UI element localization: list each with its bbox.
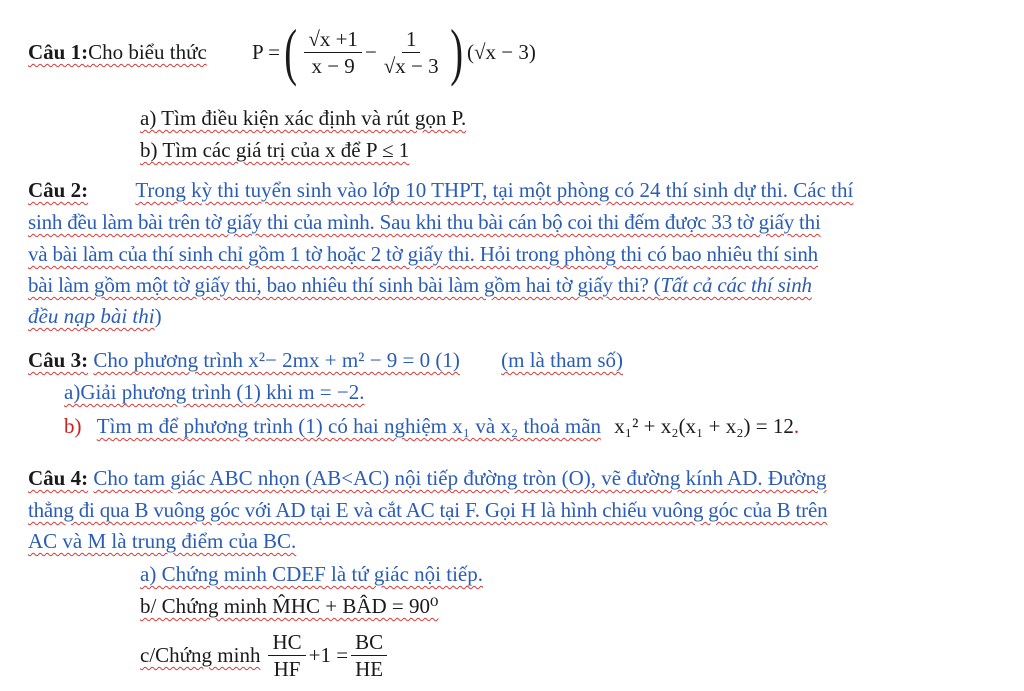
q4-c <box>140 624 390 686</box>
q3-line-1 <box>28 346 623 374</box>
q4-line-1 <box>28 464 827 492</box>
q4-c-frac1-num: HC <box>268 629 305 656</box>
q4-label: Câu 4: <box>28 466 89 490</box>
q3-b <box>64 412 799 440</box>
q3-b-text: Tìm m để phương trình (1) có hai nghiệm x₁ và x₂ thoả mãn <box>96 414 602 438</box>
q4-line-3 <box>28 527 296 555</box>
q4-c-frac1-den: HF <box>273 656 301 681</box>
q3-a <box>64 378 364 406</box>
q2-line-2 <box>28 208 821 236</box>
q1-intro: Cho biểu thức <box>88 40 207 64</box>
q1-b <box>140 136 409 164</box>
q1-factor: (√x − 3) <box>466 40 536 64</box>
q4-text-1: Cho tam giác ABC nhọn (AB<AC) nội tiếp đường tròn (O), vẽ đường kính AD. Đường <box>93 466 827 490</box>
q4-c-frac2-den: HE <box>355 656 384 681</box>
q4-a <box>140 560 483 588</box>
q4-line-2 <box>28 496 827 524</box>
q4-a-text: a) Chứng minh CDEF là tứ giác nội tiếp. <box>140 562 483 586</box>
q1-a <box>140 104 466 132</box>
q3-a-text: a)Giải phương trình (1) khi m = −2. <box>64 380 365 404</box>
q2-text-4: bài làm gồm một tờ giấy thi, bao nhiêu thí sinh bài làm gồm hai tờ giấy thi? ( <box>28 273 661 297</box>
q1-frac1 <box>304 26 362 79</box>
q1-frac1-num: √x +1 <box>304 26 362 53</box>
q2-line-4 <box>28 271 812 299</box>
q1-frac2-den: √x − 3 <box>383 53 439 78</box>
q2-label: Câu 2: <box>28 178 89 202</box>
q2-close: ) <box>154 304 162 328</box>
q4-c-frac2 <box>351 629 387 682</box>
q4-b-text: b/ Chứng minh M̂HC + BÂD = 90⁰ <box>140 594 439 618</box>
q4-c-frac2-num: BC <box>351 629 387 656</box>
q2-italic-2: đều nạp bài thi <box>28 304 155 328</box>
q1-a-text: a) Tìm điều kiện xác định và rút gọn P. <box>140 106 467 130</box>
q3-b-formula: x₁² + x₂(x₁ + x₂) = 12 <box>614 414 794 438</box>
q4-b <box>140 592 438 620</box>
q2-line-1 <box>28 176 853 204</box>
q4-text-2: thẳng đi qua B vuông góc với AD tại E và cắt AC tại F. Gọi H là hình chiếu vuông góc của B trên <box>28 498 828 522</box>
q3-b-label: b) <box>64 414 82 438</box>
q1-b-text: b) Tìm các giá trị của x để P ≤ 1 <box>140 138 410 162</box>
open-paren: ( <box>284 16 298 87</box>
q2-text-3: và bài làm của thí sinh chỉ gồm 1 tờ hoặc 2 tờ giấy thi. Hỏi trong phòng thi có bao nhiêu thí sinh <box>28 242 818 266</box>
q2-text-1: Trong kỳ thi tuyển sinh vào lớp 10 THPT, tại một phòng có 24 thí sinh dự thi. Các thí <box>135 178 854 202</box>
q3-label: Câu 3: <box>28 348 89 372</box>
q4-c-prefix: c/Chứng minh <box>140 643 261 667</box>
q3-intro: Cho phương trình x²− 2mx + m² − 9 = 0 (1) <box>93 348 460 372</box>
q2-text-2: sinh đều làm bài trên tờ giấy thi của mình. Sau khi thu bài cán bộ coi thi đếm được 33 tờ giấy thi <box>28 210 821 234</box>
q4-c-mid: +1 = <box>308 643 349 667</box>
q3-b-dot: . <box>793 414 800 438</box>
q1-frac2 <box>380 26 443 79</box>
q1-intro-line <box>28 38 207 66</box>
q2-line-5 <box>28 302 162 330</box>
q3-param: (m là tham số) <box>501 348 624 372</box>
q1-formula <box>252 12 536 92</box>
q1-minus: − <box>364 40 377 64</box>
q2-line-3 <box>28 240 818 268</box>
q4-text-3: AC và M là trung điểm của BC. <box>28 529 297 553</box>
q1-lhs: P = <box>252 40 280 64</box>
q1-frac2-num: 1 <box>402 26 421 53</box>
q2-italic-1: Tất cả các thí sinh <box>660 273 812 297</box>
q1-label: Câu 1: <box>28 40 89 64</box>
close-paren: ) <box>449 16 463 87</box>
q4-c-frac1 <box>268 629 305 682</box>
q1-frac1-den: x − 9 <box>311 53 355 78</box>
